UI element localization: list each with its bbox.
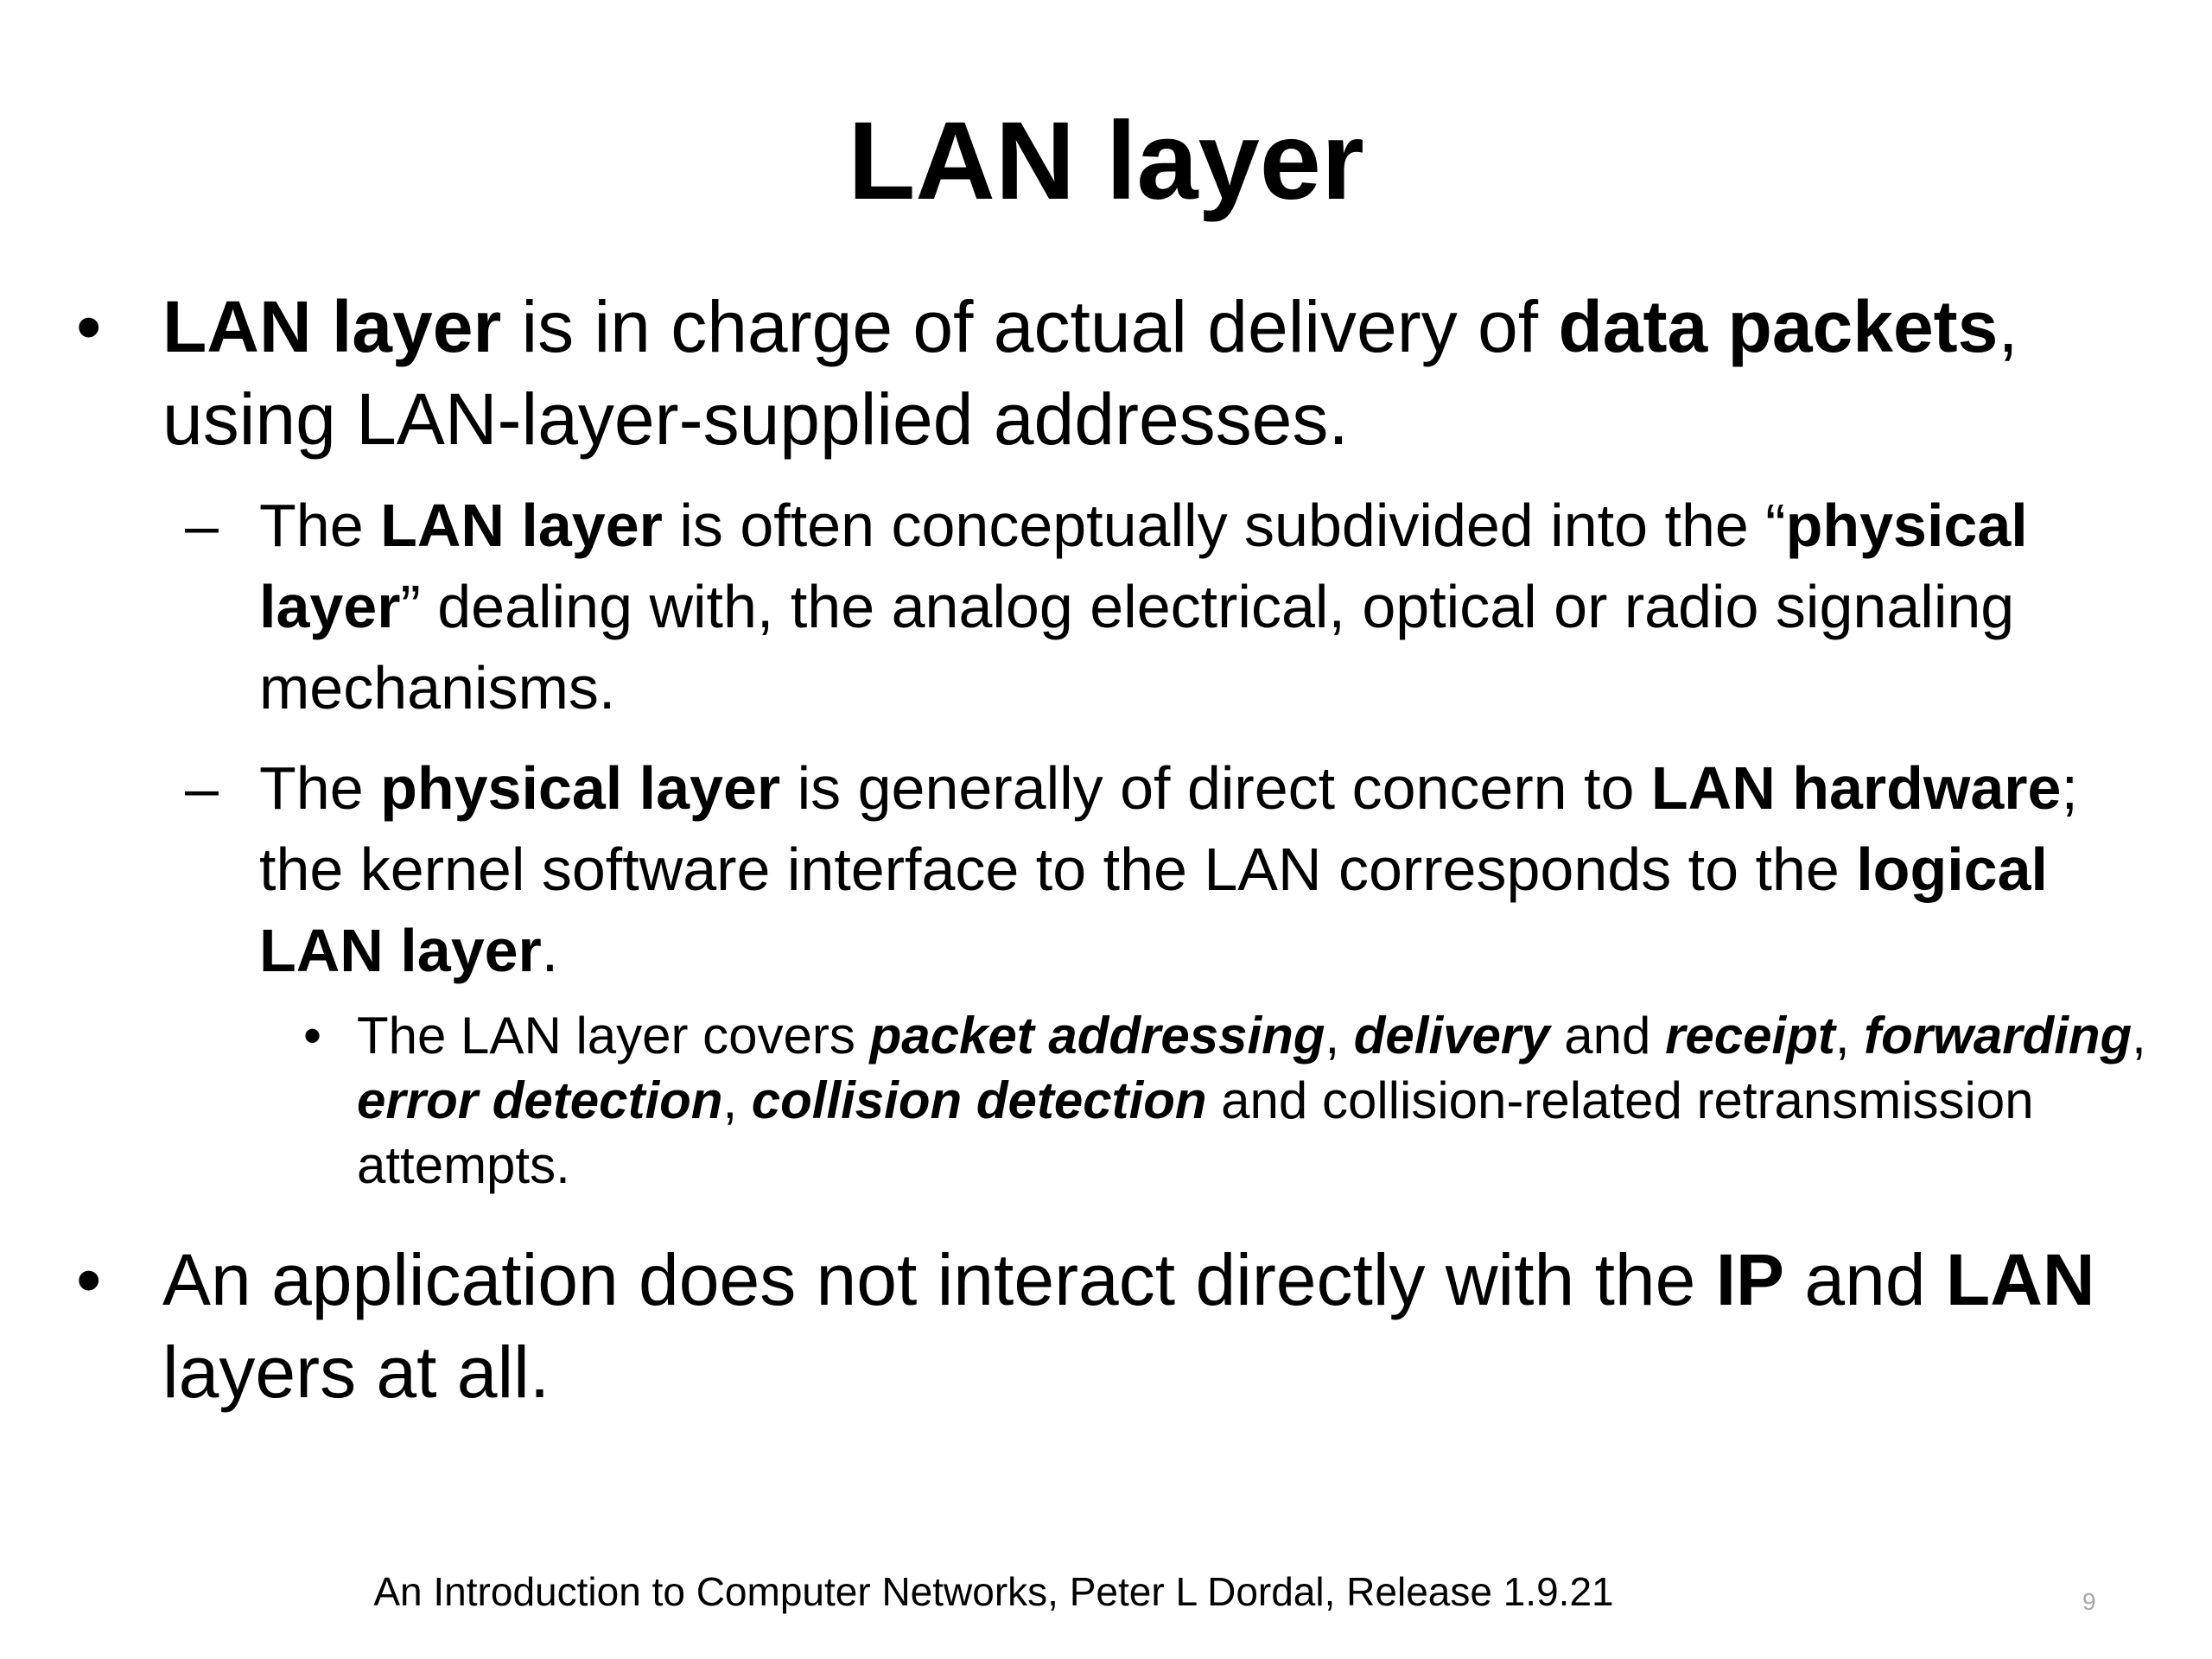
slide-title: LAN layer bbox=[848, 99, 1364, 223]
sub-bullet-text: The LAN layer is often conceptually subdivided into the “physical layer” dealing with, the analog electrical, optical or radio signaling mechanisms. bbox=[259, 492, 2028, 721]
footer-citation: An Introduction to Computer Networks, Peter L Dordal, Release 1.9.21 bbox=[373, 1569, 1614, 1614]
bullet-text: LAN layer is in charge of actual delivery of data packets, using LAN-layer-supplied addresses. bbox=[162, 286, 2018, 460]
sub-sub-bullet-item-lan-coverage bbox=[303, 1003, 2171, 1198]
dash-marker: – bbox=[185, 492, 219, 559]
bullet-marker: • bbox=[76, 286, 102, 367]
sub-bullet-item-physical-layer bbox=[185, 485, 2169, 728]
dash-marker: – bbox=[185, 754, 219, 822]
bullet-item-lan-delivery bbox=[76, 281, 2176, 466]
bullet-list bbox=[0, 281, 2212, 1419]
bullet-text: An application does not interact directly with the IP and LAN layers at all. bbox=[162, 1239, 2095, 1413]
sub-sub-bullet-text: The LAN layer covers packet addressing, delivery and receipt, forwarding, error detection, collision detection and collision-related retransmission attempts. bbox=[357, 1007, 2146, 1194]
bullet-marker: • bbox=[303, 1007, 322, 1065]
page-number: 9 bbox=[2082, 1588, 2096, 1615]
slide-footer bbox=[0, 1566, 2212, 1618]
sub-bullet-text: The physical layer is generally of direct concern to LAN hardware; the kernel software interface to the LAN corresponds to the logical LAN layer. bbox=[259, 754, 2078, 984]
bullet-item-application bbox=[76, 1234, 2176, 1419]
bullet-marker: • bbox=[76, 1239, 102, 1320]
sub-bullet-item-lan-hardware bbox=[185, 747, 2169, 991]
